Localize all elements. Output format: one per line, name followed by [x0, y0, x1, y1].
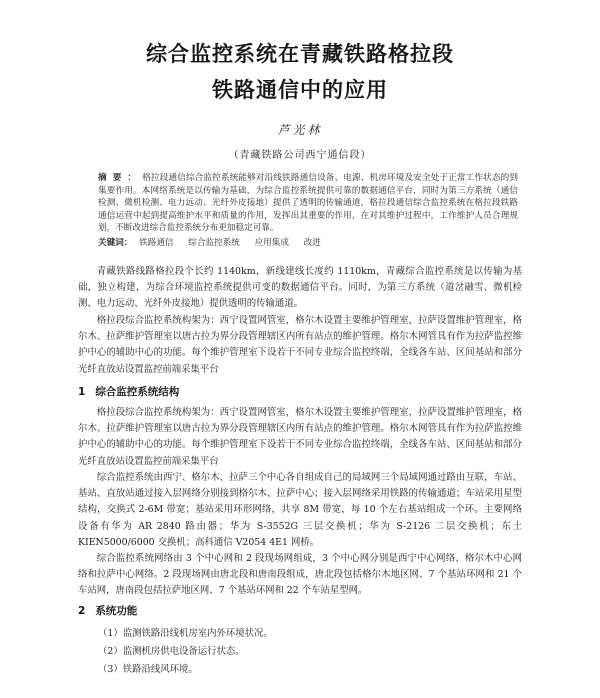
- abstract-text: 格拉段通信综合监控系统能够对沿线铁路通信设备、电源、机房环境及安全处于正常工作状态的到集要作用。本网络系统是以传输为基础，为综合监控系统提供可靠的数据通信平台，同时为第三方系统（通信检测、微机检测、电力远动、光纤外皮接地）提供了透明的传输通道，格拉段通信综合监控系统在格拉段铁路通信运营中起到提高维护水平和质量的作用，发挥出其重要的作用，在对其维护过程中，工作维护人员合理规划，不断改进综合监控系统分布更加稳定可靠。: [98, 173, 518, 234]
- author-name: 芦光林: [277, 123, 323, 137]
- abstract-block: [98, 172, 518, 235]
- abstract-label: 摘要：: [98, 173, 143, 183]
- section-number: 2: [78, 605, 86, 617]
- keyword-item: 综合监控系统: [188, 238, 240, 248]
- section-title: 综合监控系统结构: [95, 386, 180, 398]
- title-line-2: 铁路通信中的应用: [212, 78, 388, 102]
- intro-paragraph-1: 青藏铁路线路格拉段个长约 1140km，新线建线长度约 1110km，青藏综合监控系统是以传输为基础，独立构建，为综合环境监控系统提供可变的数据通信平台。同时，为第三方系统（道岔融雪、微机检测、电力远动、光纤外皮接地）提供透明的传输通道。: [78, 266, 522, 310]
- section-heading-1: [78, 384, 179, 399]
- keyword-item: 改进: [303, 238, 321, 248]
- list-item: （1）监测铁路沿线机房室内外环境状况。: [98, 628, 273, 639]
- keywords-label: 关键词：: [98, 238, 133, 248]
- function-list: [98, 625, 518, 679]
- keyword-item: 铁路通信: [139, 238, 174, 248]
- section1-paragraph-3: 综合监控系统网络由 3 个中心网和 2 段现场网组成，3 个中心网分别是西宁中心网络、格尔木中心网络和拉萨中心网络。2 段现场网由唐北段和唐南段组成，唐北段包括格尔木地区网、7 个基站环网和 21 个车站网，唐南段包括拉萨地区网、7 个基站环网和 22 个车站星型网。: [78, 553, 522, 597]
- section-title: 系统功能: [95, 605, 138, 617]
- title-line-1: 综合监控系统在青藏铁路格拉段: [146, 42, 454, 66]
- section1-paragraph-1: 格拉段综合监控系统构架为：西宁设置网管室，格尔木设置主要维护管理室，拉萨设置维护管理室，格尔木、拉萨维护管理室以唐古拉为界分段管理辖区内所有站点的维护管理。格尔木网管具有作为拉萨监控维护中心的辅助中心的功能。每个维护管理室下设若干不同专业综合监控终端，全线各车站、区间基站和部分光纤直放站设置监控前端采集平台: [78, 407, 522, 467]
- author-affiliation: （青藏铁路公司西宁通信段）: [228, 150, 372, 161]
- intro-paragraph-2: 格拉段综合监控系统构架为：西宁设置网管室，格尔木设置主要维护管理室，拉萨设置维护管理室，格尔木、拉萨维护管理室以唐古拉为界分段管理辖区内所有站点的维护管理。格尔木网管具有作为拉萨监控维护中心的辅助中心的功能。每个维护管理室下设若干不同专业综合监控终端，全线各车站、区间基站和部分光纤直放站设置监控前端采集平台: [78, 315, 522, 375]
- list-item: （2）监测机房供电设备运行状态。: [98, 646, 245, 657]
- keywords-block: [98, 237, 518, 249]
- section-heading-2: [78, 603, 137, 618]
- list-item: （3）铁路沿线风环境。: [98, 664, 198, 675]
- section1-paragraph-2: 综合监控系统由西宁、格尔木、拉萨三个中心各自组成自己的局域网三个局域网通过路由互联，车站、基站、直放站通过接入层网络分别接到格尔木、拉萨中心；接入层网络采用铁路的传输通道；车站采用星型结构，交换式 2-6M 带宽；基站采用环形网络，共享 8M 带宽，每 10 个左右基站组成一个环。主要网络设备有华为 AR 2840 路由器；华为 S-3552G 三层交换机；华为 S-2126 二层交换机；东土 KIEN5000/6000 交换机；高科通信 V2054 4E1 网桥。: [78, 472, 522, 548]
- section-number: 1: [78, 386, 86, 398]
- keyword-item: 应用集成: [254, 238, 289, 248]
